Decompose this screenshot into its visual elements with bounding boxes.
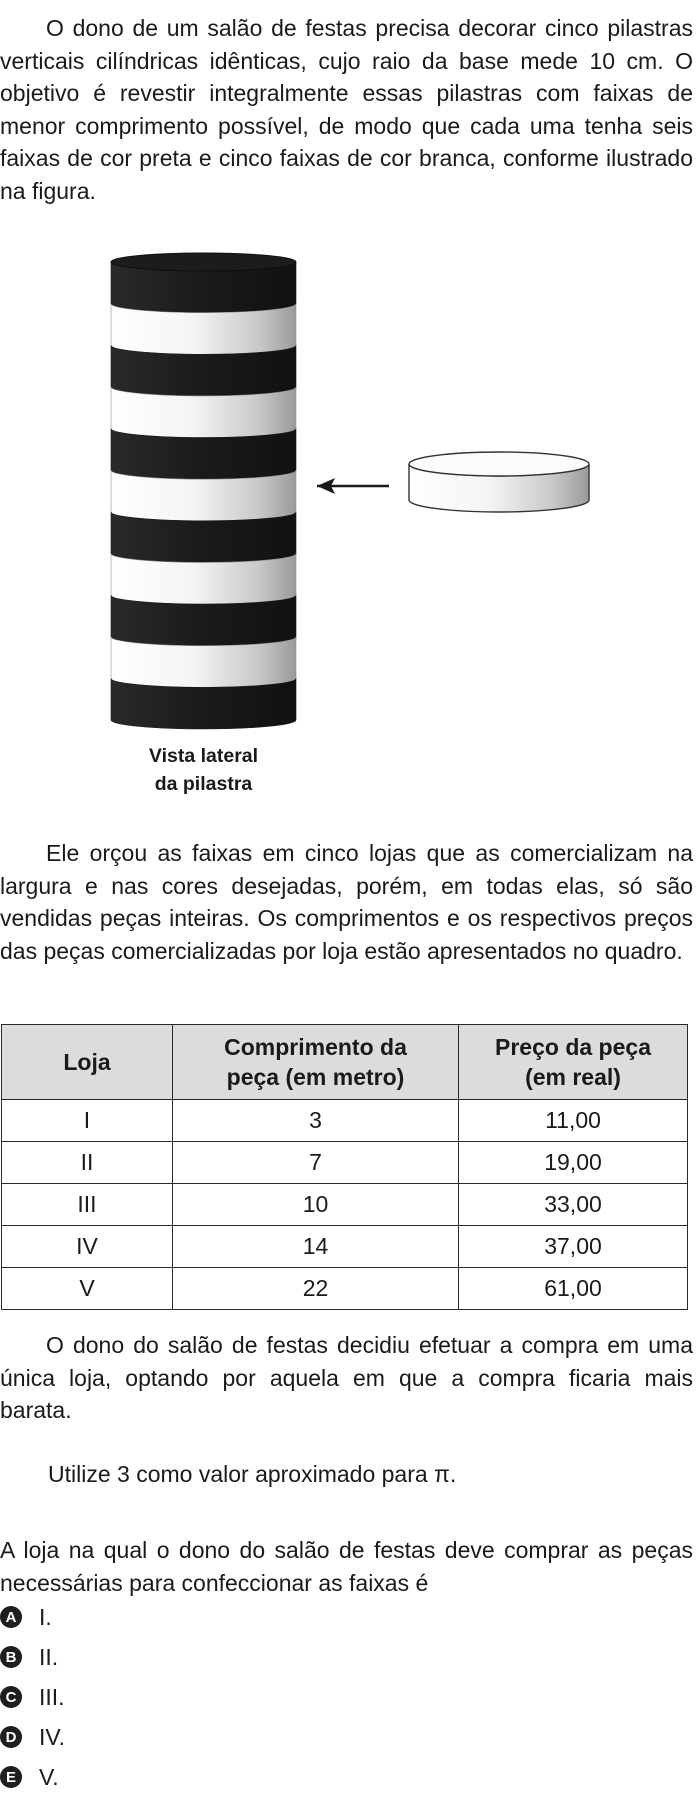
figure-caption-line2: da pilastra — [154, 773, 253, 795]
cell-preco: 61,00 — [459, 1268, 688, 1310]
option-letter-badge: A — [0, 1606, 22, 1628]
table-row — [2, 1142, 688, 1184]
cell-loja: IV — [2, 1226, 173, 1268]
answer-options — [0, 1597, 400, 1797]
option-text: IV. — [39, 1723, 66, 1750]
option-text: II. — [39, 1643, 59, 1670]
paragraph-decision — [0, 1329, 693, 1427]
option-d[interactable] — [0, 1717, 400, 1757]
option-b[interactable] — [0, 1637, 400, 1677]
header-preco-text: Preço da peça (em real) — [495, 1034, 651, 1090]
prices-table — [1, 1024, 688, 1310]
header-loja: Loja — [2, 1025, 173, 1100]
cell-preco: 33,00 — [459, 1184, 688, 1226]
table-row — [2, 1100, 688, 1142]
option-letter-badge: B — [0, 1646, 22, 1668]
cylinder-top-cap — [111, 253, 296, 271]
arrow-left-icon — [317, 478, 389, 494]
option-letter-badge: E — [0, 1766, 22, 1788]
cell-comprimento: 22 — [173, 1268, 459, 1310]
cell-loja: V — [2, 1268, 173, 1310]
table-row — [2, 1268, 688, 1310]
option-text: V. — [39, 1763, 59, 1790]
cell-comprimento: 3 — [173, 1100, 459, 1142]
option-e[interactable] — [0, 1757, 400, 1797]
cell-comprimento: 10 — [173, 1184, 459, 1226]
question-stem: A loja na qual o dono do salão de festas deve comprar as peças necessárias para confeccionar as faixas é — [0, 1537, 693, 1596]
figure-caption-line1: Vista lateral — [148, 745, 259, 767]
cell-comprimento: 7 — [173, 1142, 459, 1184]
loose-band-ring — [409, 452, 589, 512]
cell-comprimento: 14 — [173, 1226, 459, 1268]
intro-text: O dono de um salão de festas precisa decorar cinco pilastras verticais cilíndricas idênticas, cujo raio da base mede 10 cm. O objetivo é revestir integralmente essas pilastras com faixas de menor comprimento possível, de modo que cada uma tenha seis faixas de cor preta e cinco faixas de cor branca, conforme ilustrado na figura. — [0, 15, 693, 204]
intro-paragraph — [0, 12, 693, 207]
option-a[interactable] — [0, 1597, 400, 1637]
cell-loja: III — [2, 1184, 173, 1226]
option-text: I. — [39, 1603, 52, 1630]
cell-preco: 19,00 — [459, 1142, 688, 1184]
header-preco — [459, 1025, 688, 1100]
cell-preco: 11,00 — [459, 1100, 688, 1142]
paragraph-quotes — [0, 837, 693, 967]
option-text: III. — [39, 1683, 65, 1710]
option-c[interactable] — [0, 1677, 400, 1717]
header-comprimento — [173, 1025, 459, 1100]
table-row — [2, 1226, 688, 1268]
cell-loja: I — [2, 1100, 173, 1142]
table-header-row — [2, 1025, 688, 1100]
option-letter-badge: D — [0, 1726, 22, 1748]
pilaster-illustration — [0, 240, 700, 800]
table-row — [2, 1184, 688, 1226]
option-letter-badge: C — [0, 1686, 22, 1708]
pilaster-figure — [0, 240, 700, 800]
pilaster-cylinder — [111, 253, 296, 729]
header-comprimento-text: Comprimento da peça (em metro) — [224, 1034, 407, 1090]
paragraph-pi: Utilize 3 como valor aproximado para π. — [48, 1461, 457, 1487]
cell-loja: II — [2, 1142, 173, 1184]
paragraph-quotes-text: Ele orçou as faixas em cinco lojas que as comercializam na largura e nas cores desejadas, porém, em todas elas, só são vendidas peças inteiras. Os comprimentos e os respectivos preços das peças comercializadas por loja estão apresentados no quadro. — [0, 840, 693, 964]
cell-preco: 37,00 — [459, 1226, 688, 1268]
paragraph-decision-text: O dono do salão de festas decidiu efetuar a compra em uma única loja, optando por aquela em que a compra ficaria mais barata. — [0, 1332, 693, 1423]
